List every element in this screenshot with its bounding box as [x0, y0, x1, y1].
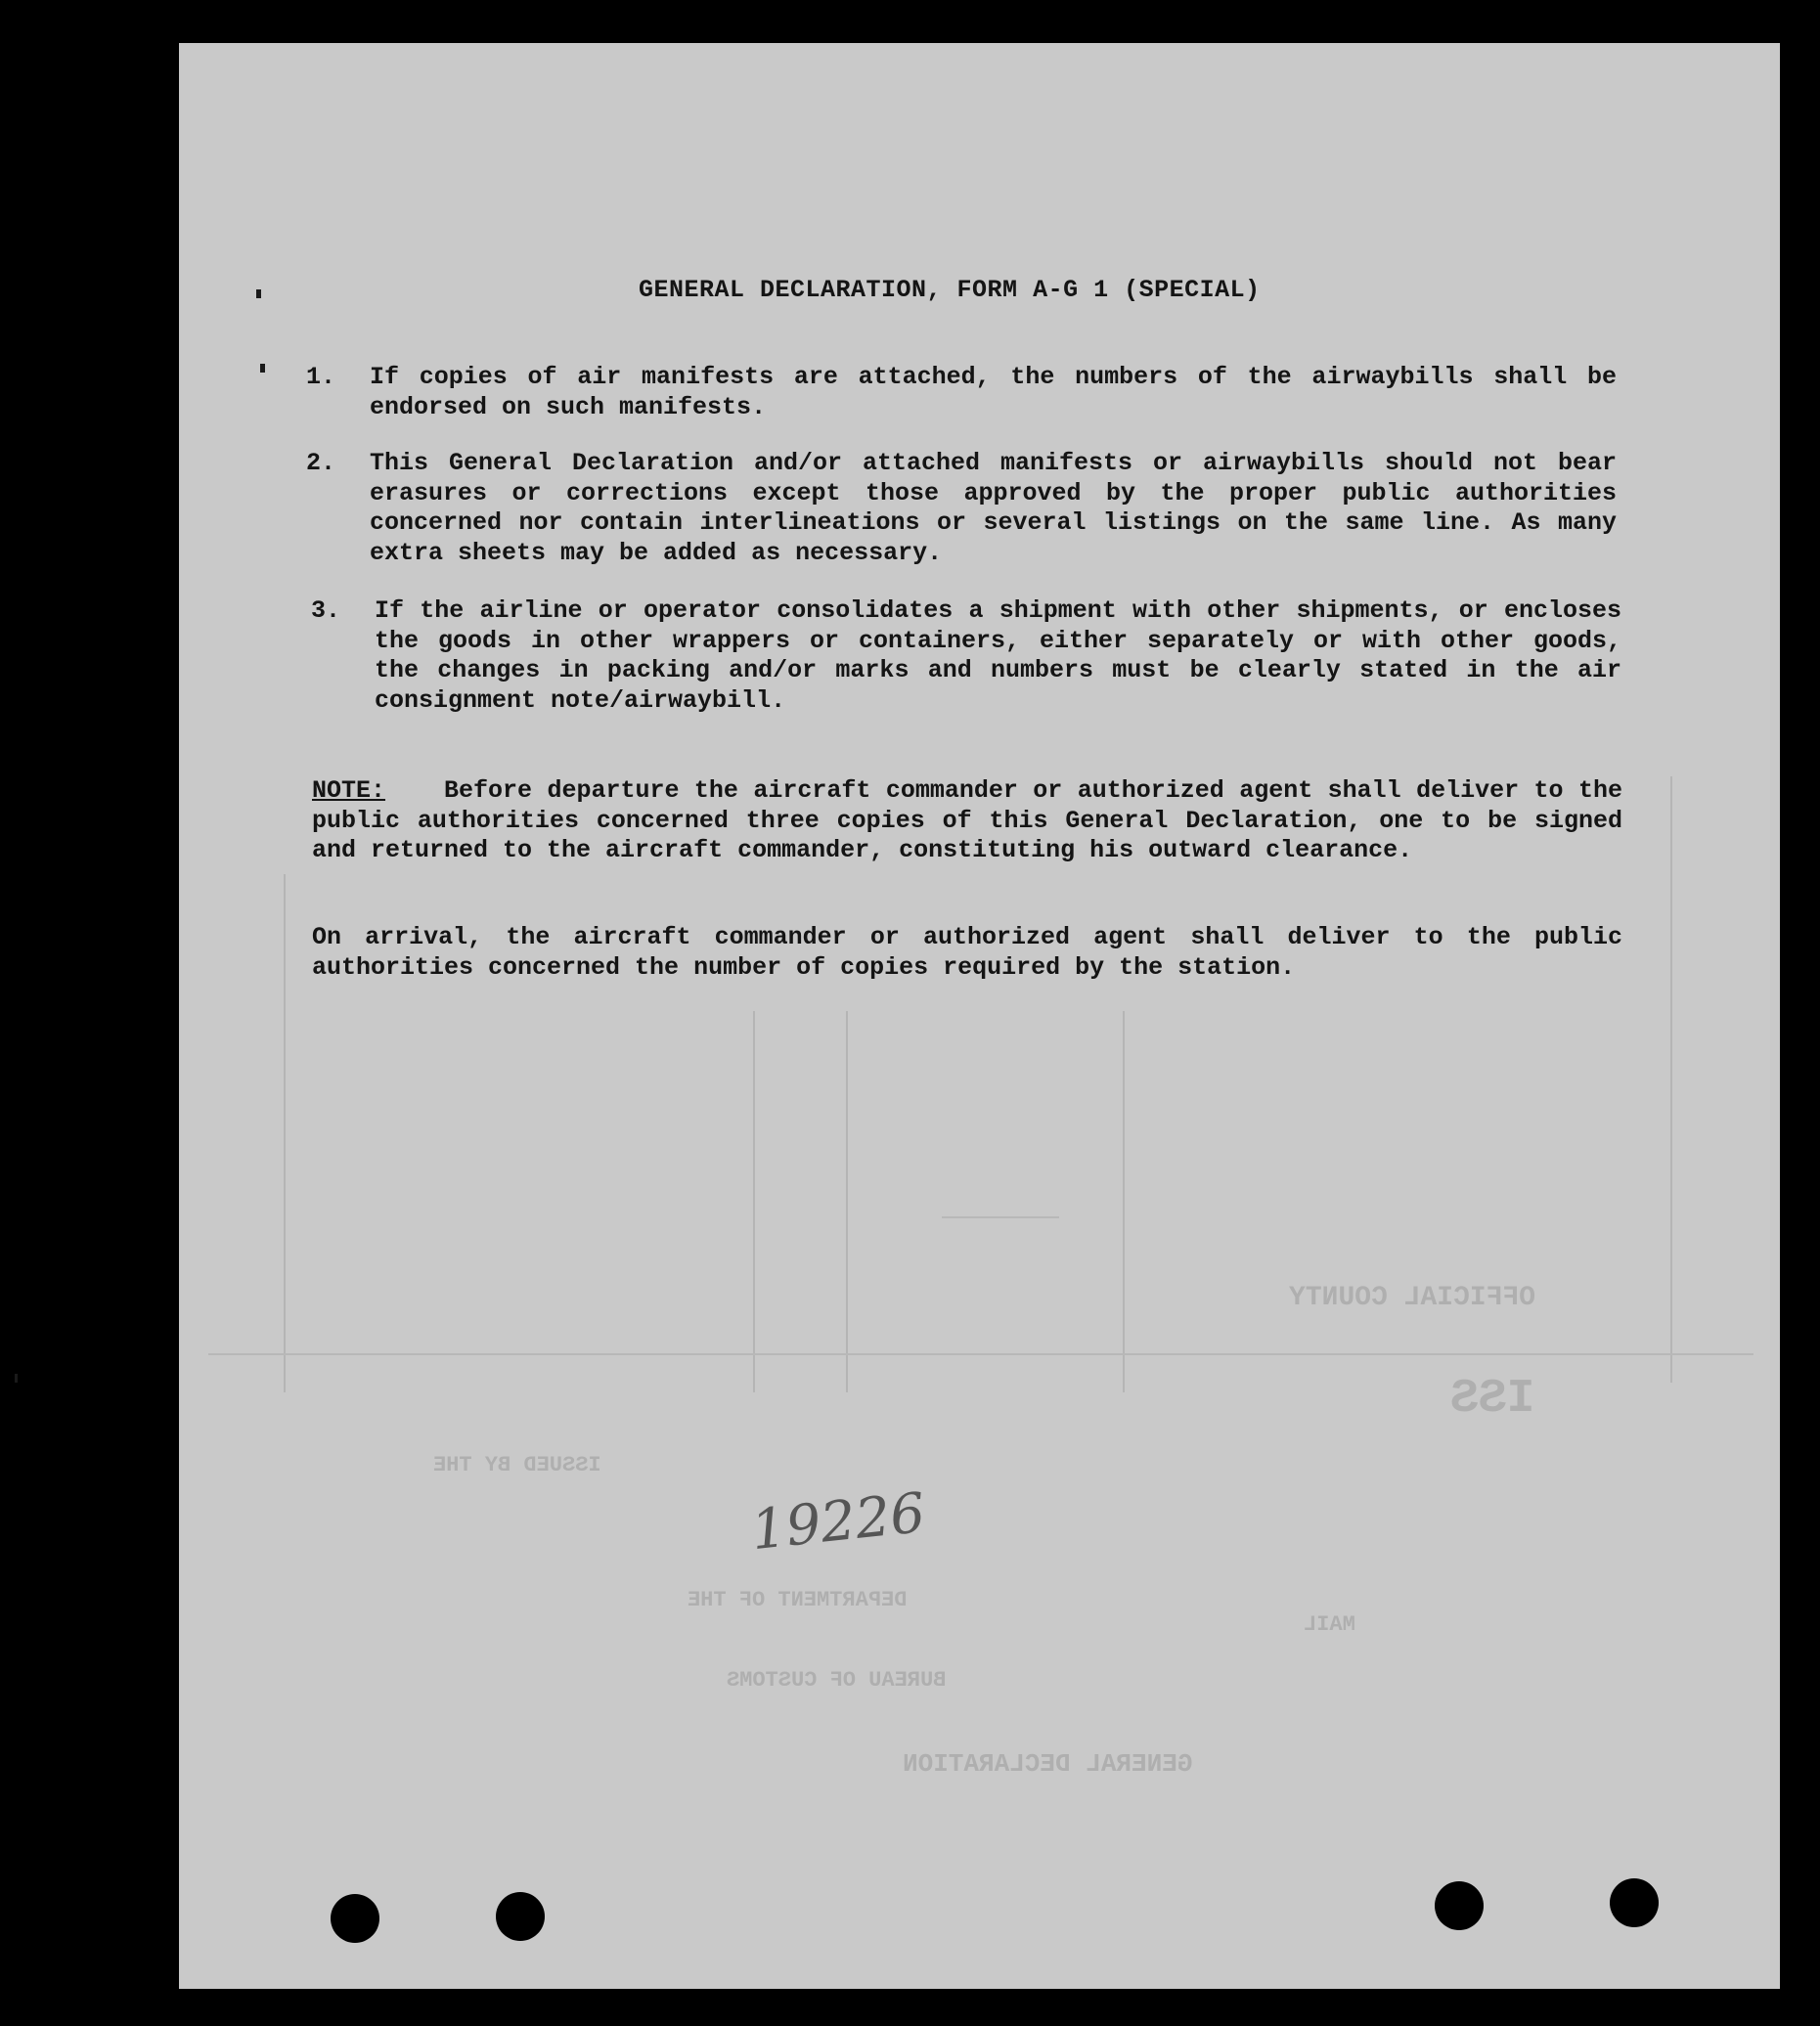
instruction-item-1 — [306, 363, 1617, 426]
note-label: NOTE: — [312, 776, 386, 805]
note-text: Before departure the aircraft commander or authorized agent shall deliver to the public authorities concerned three copies of this General Declaration, one to be signed and returned to the aircraft commander, constituting his outward clearance. — [312, 776, 1622, 864]
bleed-through-line — [1123, 1011, 1125, 1392]
bleed-through-text: BUREAU OF CUSTOMS — [727, 1668, 947, 1693]
document-page — [179, 43, 1780, 1989]
bleed-through-text: GENERAL DECLARATION — [903, 1749, 1193, 1779]
bleed-through-line — [208, 1353, 1753, 1355]
item-number: 2. — [306, 449, 336, 477]
note-paragraph — [312, 776, 1622, 866]
margin-mark — [15, 1374, 18, 1383]
bleed-through-line — [284, 874, 286, 1392]
handwritten-number: 19226 — [748, 1480, 929, 1564]
item-text: If the airline or operator consolidates a shipment with other shipments, or encloses the goods in other wrappers or containers, either separately or with other goods, the changes in packing and/or marks and numbers must be clearly stated in the air consignment note/airwaybill. — [375, 596, 1621, 715]
instruction-item-2 — [306, 449, 1617, 571]
punch-hole — [496, 1892, 545, 1941]
bleed-through-line — [942, 1216, 1059, 1218]
bleed-through-line — [846, 1011, 848, 1392]
bleed-through-text: DEPARTMENT OF THE — [688, 1588, 908, 1612]
bleed-through-text: MAIL — [1304, 1612, 1355, 1637]
instruction-item-3 — [311, 596, 1621, 719]
bleed-through-text: OFFICIAL COUNTY — [1289, 1283, 1536, 1313]
punch-hole — [1610, 1878, 1659, 1927]
punch-hole — [1435, 1881, 1484, 1930]
margin-mark — [256, 289, 261, 298]
item-text: This General Declaration and/or attached manifests or airwaybills should not bear erasures or corrections except those approved by the proper public authorities concerned nor contain interlineations or several listings on the same line. As many extra sheets may be added as necessary. — [370, 449, 1617, 567]
form-title: GENERAL DECLARATION, FORM A-G 1 (SPECIAL) — [639, 276, 1261, 304]
bleed-through-text: ISS — [1450, 1373, 1535, 1426]
bleed-through-text: ISSUED BY THE — [433, 1453, 601, 1477]
bleed-through-line — [1670, 776, 1672, 1383]
punch-hole — [331, 1894, 379, 1943]
item-text: If copies of air manifests are attached, the numbers of the airwaybills shall be endorsed on such manifests. — [370, 363, 1617, 421]
margin-mark — [260, 364, 265, 373]
item-number: 3. — [311, 596, 341, 625]
item-number: 1. — [306, 363, 336, 391]
bleed-through-line — [753, 1011, 755, 1392]
arrival-paragraph: On arrival, the aircraft commander or authorized agent shall deliver to the public authorities concerned the number of copies required by the station. — [312, 923, 1622, 982]
